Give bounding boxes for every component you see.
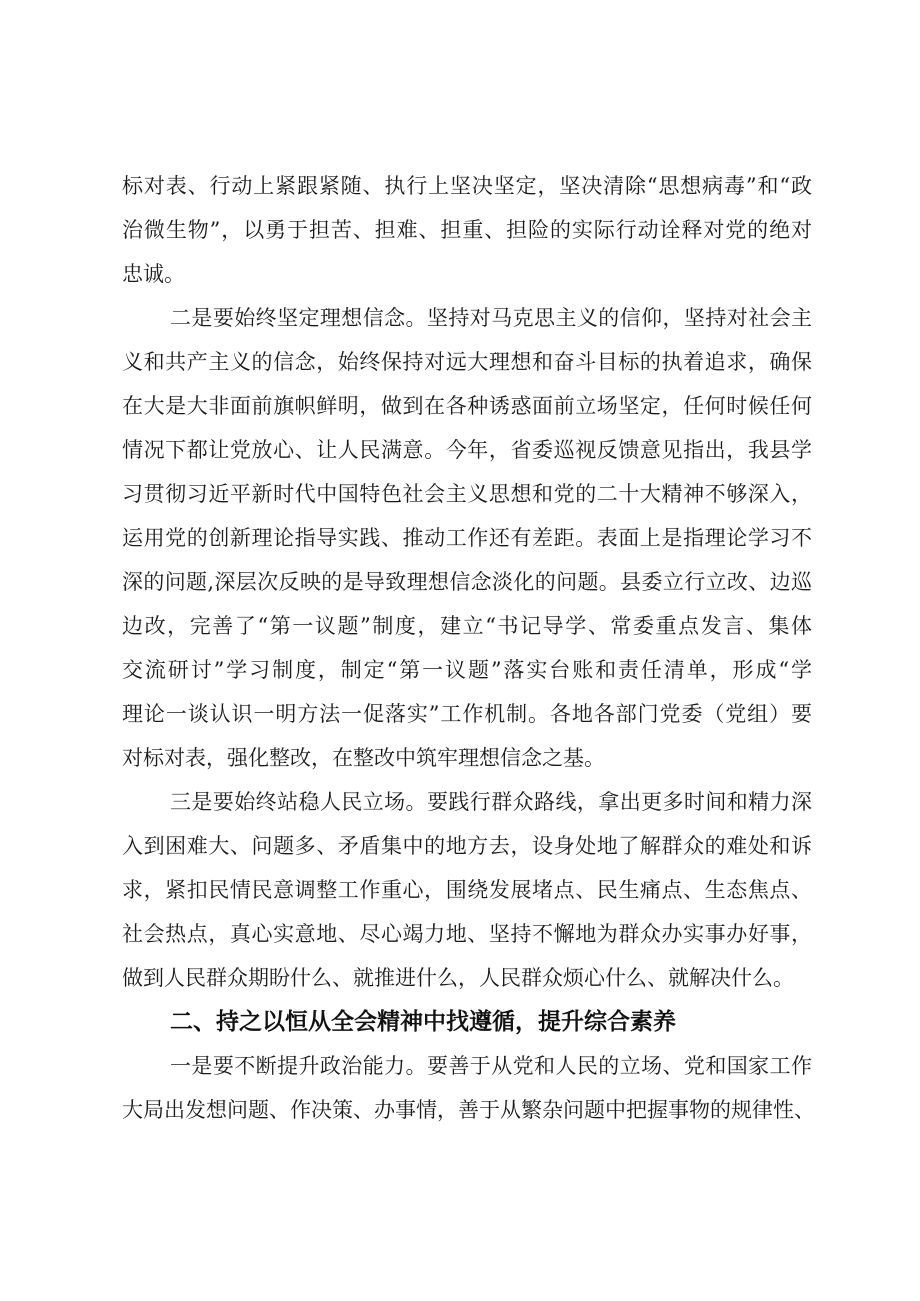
paragraph-line: 义和共产主义的信念，始终保持对远大理想和奋斗目标的执着追求，确保: [122, 350, 812, 374]
paragraph-line: 社会热点，真心实意地、尽心竭力地、坚持不懈地为群众办实事办好事，: [122, 922, 812, 946]
paragraph-line: 忠诚。: [122, 262, 185, 286]
paragraph-line: 标对表、行动上紧跟紧随、执行上坚决坚定，坚决清除“思想病毒”和“政: [122, 174, 812, 198]
paragraph-line: 交流研讨”学习制度，制定“第一议题”落实台账和责任清单，形成“学: [122, 658, 812, 682]
paragraph-line: 大局出发想问题、作决策、办事情，善于从繁杂问题中把握事物的规律性、: [122, 1098, 815, 1122]
paragraph-line: 二是要始终坚定理想信念。坚持对马克思主义的信仰，坚持对社会主: [170, 306, 812, 330]
section-heading: 二、持之以恒从全会精神中找遵循，提升综合素养: [170, 1009, 676, 1035]
paragraph-line: 边改，完善了“第一议题”制度，建立“书记导学、常委重点发言、集体: [122, 614, 812, 638]
paragraph-line: 一是要不断提升政治能力。要善于从党和人民的立场、党和国家工作: [170, 1054, 812, 1078]
paragraph-line: 在大是大非面前旗帜鲜明，做到在各种诱惑面前立场坚定，任何时候任何: [122, 394, 812, 418]
paragraph-line: 运用党的创新理论指导实践、推动工作还有差距。表面上是指理论学习不: [122, 526, 812, 550]
paragraph-line: 治微生物”，以勇于担苦、担难、担重、担险的实际行动诠释对党的绝对: [122, 218, 812, 242]
paragraph-line: 求，紧扣民情民意调整工作重心，围绕发展堵点、民生痛点、生态焦点、: [122, 878, 812, 902]
paragraph-line: 做到人民群众期盼什么、就推进什么，人民群众烦心什么、就解决什么。: [122, 966, 794, 990]
paragraph-line: 入到困难大、问题多、矛盾集中的地方去，设身处地了解群众的难处和诉: [122, 834, 812, 858]
paragraph-line: 理论一谈认识一明方法一促落实”工作机制。各地各部门党委（党组）要: [122, 702, 812, 726]
paragraph-line: 对标对表，强化整改，在整改中筑牢理想信念之基。: [122, 746, 605, 770]
paragraph-line: 习贯彻习近平新时代中国特色社会主义思想和党的二十大精神不够深入，: [122, 482, 812, 506]
paragraph-line: 深的问题,深层次反映的是导致理想信念淡化的问题。县委立行立改、边巡: [122, 570, 812, 594]
paragraph-line: 三是要始终站稳人民立场。要践行群众路线，拿出更多时间和精力深: [170, 790, 812, 814]
paragraph-line: 情况下都让党放心、让人民满意。今年，省委巡视反馈意见指出，我县学: [122, 438, 812, 462]
